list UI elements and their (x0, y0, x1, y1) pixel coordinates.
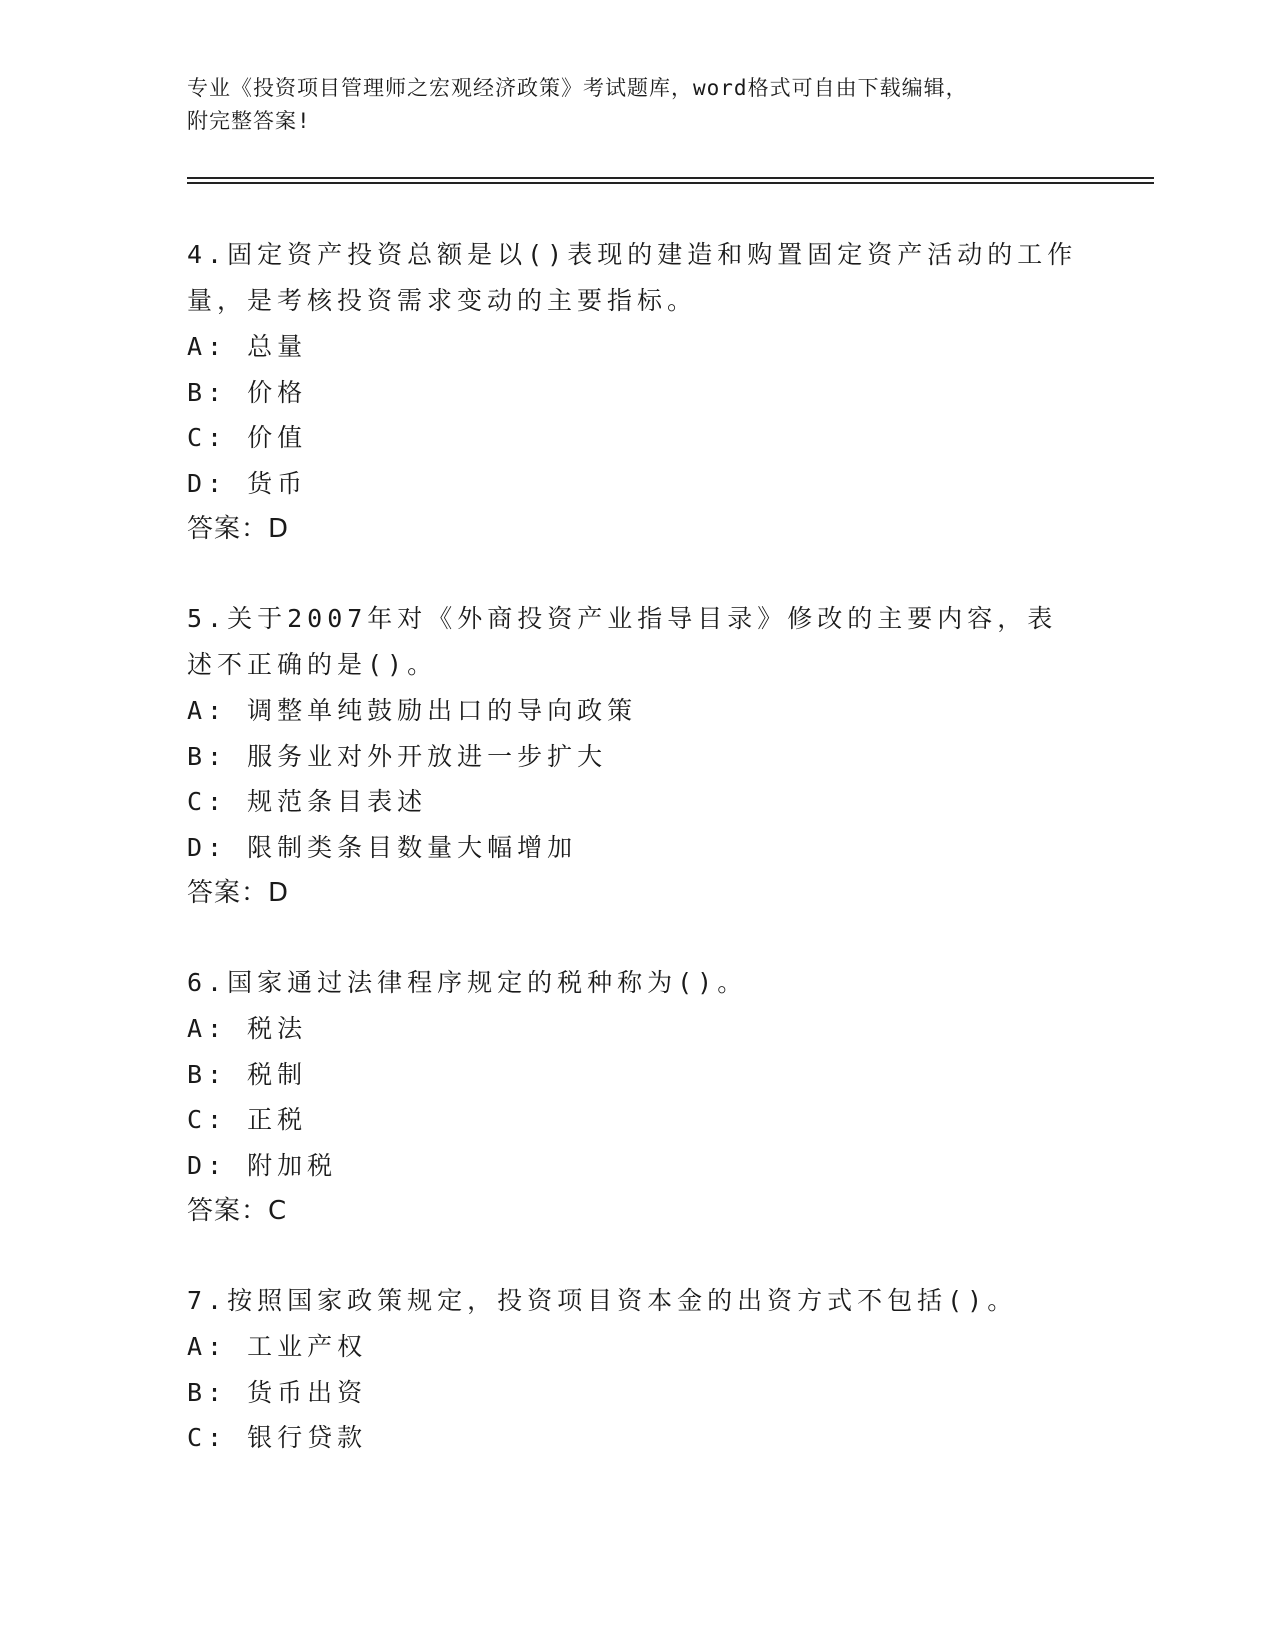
question-7 (187, 1278, 1087, 1461)
question-text: 4.固定资产投资总额是以()表现的建造和购置固定资产活动的工作量，是考核投资需求变动的主要指标。 (187, 240, 1078, 315)
question-6 (187, 960, 1087, 1234)
option-b: B: 货币出资 (187, 1377, 368, 1407)
question-5 (187, 596, 1087, 916)
option-d: D: 附加税 (187, 1150, 338, 1180)
option-b: B: 税制 (187, 1059, 308, 1089)
option-a: A: 总量 (187, 332, 308, 361)
question-text: 6.国家通过法律程序规定的税种称为()。 (187, 968, 748, 997)
option-c: C: 正税 (187, 1105, 308, 1134)
header-divider-top (187, 177, 1154, 179)
header-line-2: 附完整答案! (187, 109, 311, 133)
option-a: A: 税法 (187, 1014, 308, 1043)
header-line-1: 专业《投资项目管理师之宏观经济政策》考试题库，word格式可自由下载编辑， (187, 76, 968, 100)
option-b: B: 价格 (187, 377, 308, 407)
option-c: C: 规范条目表述 (187, 787, 428, 816)
option-c: C: 银行贷款 (187, 1423, 368, 1452)
option-d: D: 货币 (187, 468, 308, 498)
answer-line: 答案：D (187, 878, 290, 908)
option-a: A: 工业产权 (187, 1332, 368, 1361)
option-b: B: 服务业对外开放进一步扩大 (187, 741, 608, 771)
question-list (187, 232, 1087, 1505)
option-d: D: 限制类条目数量大幅增加 (187, 832, 578, 862)
question-text: 7.按照国家政策规定，投资项目资本金的出资方式不包括()。 (187, 1286, 1018, 1315)
option-a: A: 调整单纯鼓励出口的导向政策 (187, 696, 638, 725)
document-header (187, 72, 1087, 138)
question-4 (187, 232, 1087, 552)
header-divider-bottom (187, 182, 1154, 184)
answer-line: 答案：D (187, 514, 290, 544)
question-text: 5.关于2007年对《外商投资产业指导目录》修改的主要内容，表述不正确的是()。 (187, 604, 1058, 679)
option-c: C: 价值 (187, 423, 308, 452)
answer-line: 答案：C (187, 1196, 288, 1226)
